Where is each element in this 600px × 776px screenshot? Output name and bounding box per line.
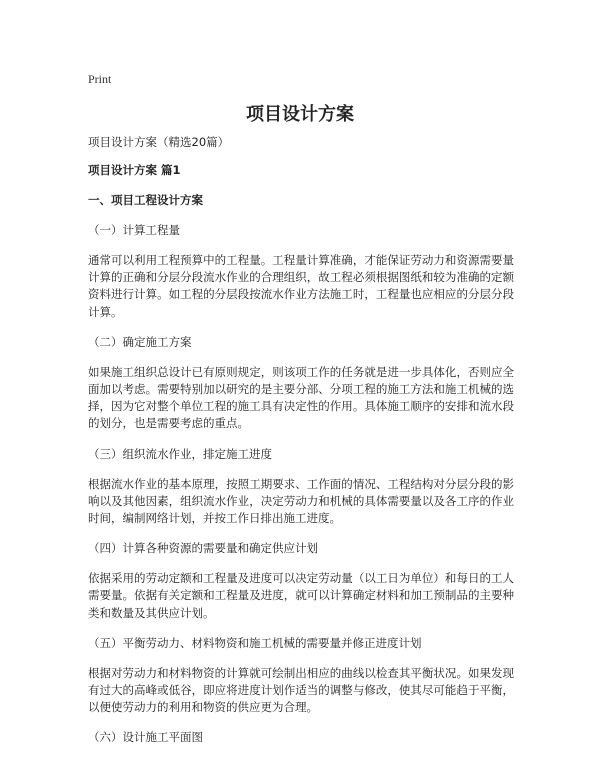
- block-paragraph: 依据采用的劳动定额和工程量及进度可以决定劳动量（以工日为单位）和每日的工人需要量。依据有关定额和工程量及进度，就可以计算确定材料和加工预制品的主要种类和数量及其供应计划。: [88, 571, 514, 620]
- document-subtitle: 项目设计方案（精选20篇）: [88, 135, 230, 149]
- block-heading: （五）平衡劳动力、材料物资和施工机械的需要量并修正进度计划: [88, 635, 422, 650]
- block-heading: （三）组织流水作业，排定施工进度: [88, 446, 272, 461]
- section-title: 项目设计方案 篇1: [88, 163, 181, 177]
- block-heading: （一）计算工程量: [88, 223, 180, 237]
- block-paragraph: 根据流水作业的基本原理，按照工期要求、工作面的情况、工程结构对分层分段的影响以及其他因素，组织流水作业，决定劳动力和机械的具体需要量以及各工序的作业时间，编制网络计划，并按工作日排出施工进度。: [88, 476, 514, 526]
- document-title: 项目设计方案: [246, 104, 354, 125]
- print-label: Print: [88, 72, 112, 86]
- block-paragraph: 根据对劳动力和材料物资的计算就可绘制出相应的曲线以检查其平衡状况。如果发现有过大的高峰或低谷，即应将进度计划作适当的调整与修改，使其尽可能趋于平衡，以便使劳动力的利用和物资的供应更为合理。: [88, 665, 514, 715]
- heading-level-1: 一、项目工程设计方案: [88, 193, 203, 207]
- document-body: [88, 134, 514, 759]
- block-heading: （四）计算各种资源的需要量和确定供应计划: [88, 541, 318, 556]
- block-paragraph: 如果施工组织总设计已有原则规定，则该项工作的任务就是进一步具体化，否则应全面加以考虑。需要特别加以研究的是主要分部、分项工程的施工方法和施工机械的选择，因为它对整个单位工程的施工具有决定性的作用。具体施工顺序的安排和流水段的划分，也是需要考虑的重点。: [88, 364, 514, 431]
- block-heading: （六）设计施工平面图: [88, 730, 203, 745]
- block-heading: （二）确定施工方案: [88, 334, 192, 349]
- block-paragraph: 通常可以利用工程预算中的工程量。工程量计算准确，才能保证劳动力和资源需要量计算的正确和分层分段流水作业的合理组织，故工程必须根据图纸和较为准确的定额资料进行计算。如工程的分层段按流水作业方法施工时，工程量也应相应的分层分段计算。: [88, 253, 514, 319]
